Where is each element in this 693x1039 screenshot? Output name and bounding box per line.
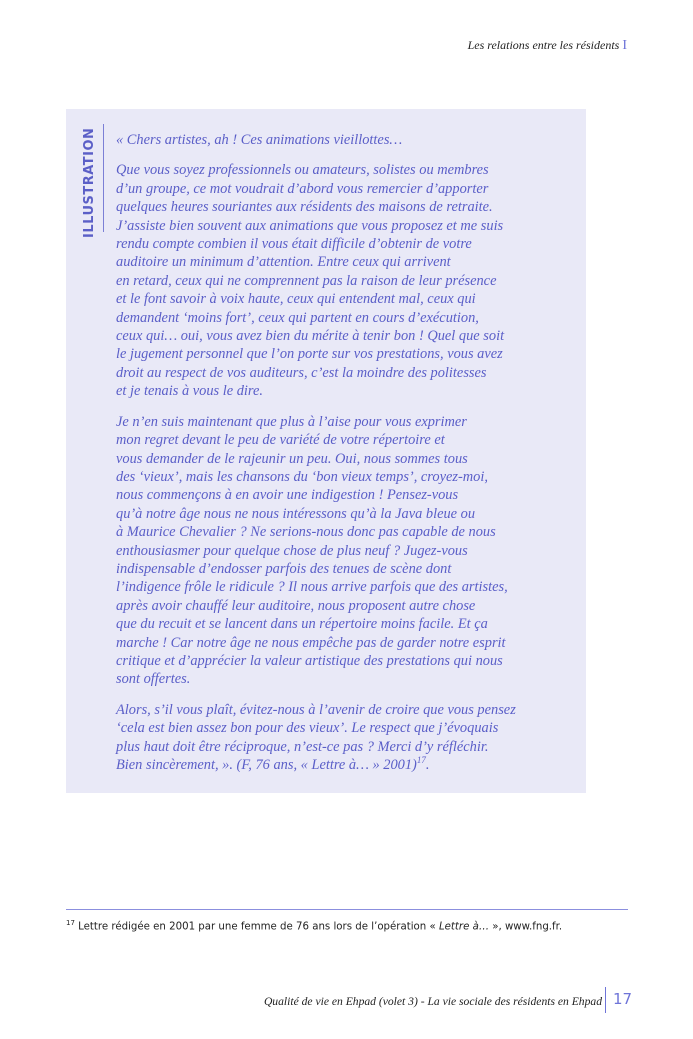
quote-line: à Maurice Chevalier ? Ne serions-nous donc pas capable de nous xyxy=(116,524,496,541)
quote-line: que du recuit et se lancent dans un répertoire moins facile. Et ça xyxy=(116,616,488,633)
page-number: 17 xyxy=(613,990,633,1008)
quote-line: en retard, ceux qui ne comprennent pas la raison de leur présence xyxy=(116,272,497,289)
quote-line: d’un groupe, ce mot voudrait d’abord vous remercier d’apporter xyxy=(116,180,489,197)
running-header-title: Les relations entre les résidents xyxy=(467,38,620,52)
running-header xyxy=(468,38,627,54)
quote-line: enthousiasmer pour quelque chose de plus neuf ? Jugez-vous xyxy=(116,542,468,559)
quote-line: Que vous soyez professionnels ou amateurs, solistes ou membres xyxy=(116,162,489,179)
illustration-label-wrap xyxy=(78,128,102,238)
running-header-marker: I xyxy=(622,38,627,53)
quote-line: qu’à notre âge nous ne nous intéressons qu’à la Java bleue ou xyxy=(116,505,476,522)
footer-divider xyxy=(605,987,606,1013)
quote-line: « Chers artistes, ah ! Ces animations vieillottes… xyxy=(116,132,403,148)
quote-line: et le font savoir à voix haute, ceux qui entendent mal, ceux qui xyxy=(116,291,476,308)
running-footer: Qualité de vie en Ehpad (volet 3) - La vie sociale des résidents en Ehpad xyxy=(263,995,602,1008)
quote-closing-end: . xyxy=(425,757,430,773)
footnote-number: 17 xyxy=(66,919,75,927)
quote-paragraph xyxy=(116,413,566,689)
quote-line: vous demander de le rajeunir un peu. Oui, nous sommes tous xyxy=(116,450,468,467)
quote-line: mon regret devant le peu de variété de votre répertoire et xyxy=(116,432,445,449)
quote-line: auditoire un minimum d’attention. Entre ceux qui arrivent xyxy=(116,254,451,271)
quote-line: le jugement personnel que l’on porte sur vos prestations, vous avez xyxy=(116,346,503,363)
quote-line: J’assiste bien souvent aux animations que vous proposez et me suis xyxy=(116,217,504,234)
quote-line: critique et d’apprécier la valeur artistique des prestations qui nous xyxy=(116,652,503,669)
quote-line: et je tenais à vous le dire. xyxy=(116,383,263,400)
quote-line: marche ! Car notre âge ne nous empêche pas de garder notre esprit xyxy=(116,634,506,651)
footnote xyxy=(66,919,562,932)
quote-closing xyxy=(116,756,566,774)
quote-closing-line xyxy=(116,756,566,774)
quote-line: droit au respect de vos auditeurs, c’est la moindre des politesses xyxy=(116,364,487,381)
quote-line: Je n’en suis maintenant que plus à l’aise pour vous exprimer xyxy=(116,413,467,430)
quote-line: quelques heures souriantes aux résidents des maisons de retraite. xyxy=(116,199,493,216)
illustration-label: ILLUSTRATION xyxy=(82,127,97,238)
footnote-divider xyxy=(66,909,628,910)
quote-line: ceux qui… oui, vous avez bien du mérite à tenir bon ! Quel que soit xyxy=(116,328,505,345)
footnote-text-after: », www.fng.fr. xyxy=(492,921,563,933)
footnote-text-italic: Lettre à… xyxy=(438,921,490,933)
quote-line: plus haut doit être réciproque, n’est-ce pas ? Merci d’y réfléchir. xyxy=(116,738,489,755)
quote-paragraph xyxy=(116,131,566,149)
quote-closing-text: Bien sincèrement, ». (F, 76 ans, « Lettre à… » 2001) xyxy=(116,757,417,773)
quote-line: l’indigence frôle le ridicule ? Il nous arrive parfois que des artistes, xyxy=(116,579,508,596)
quote-text xyxy=(116,131,566,786)
quote-line: nous commençons à en avoir une indigestion ! Pensez-vous xyxy=(116,487,459,504)
quote-line: demandent ‘moins fort’, ceux qui partent en cours d’exécution, xyxy=(116,309,479,326)
quote-line: sont offertes. xyxy=(116,671,191,688)
footnote-text-before: Lettre rédigée en 2001 par une femme de 76 ans lors de l’opération « xyxy=(78,921,436,933)
quote-paragraph xyxy=(116,161,566,400)
quote-paragraphs xyxy=(116,131,566,756)
illustration-label-rule xyxy=(103,124,104,232)
quote-line: des ‘vieux’, mais les chansons du ‘bon vieux temps’, croyez-moi, xyxy=(116,468,488,485)
quote-line: rendu compte combien il vous était difficile d’obtenir de votre xyxy=(116,236,472,253)
quote-line: indispensable d’endosser parfois des tenues de scène dont xyxy=(116,560,452,577)
quote-line: Alors, s’il vous plaît, évitez-nous à l’avenir de croire que vous pensez xyxy=(116,701,516,718)
quote-line: ‘cela est bien assez bon pour des vieux’. Le respect que j’évoquais xyxy=(116,720,499,737)
footnote-reference[interactable]: 17 xyxy=(416,755,426,766)
quote-line: après avoir chauffé leur auditoire, nous proposent autre chose xyxy=(116,597,476,614)
quote-paragraph xyxy=(116,701,566,756)
